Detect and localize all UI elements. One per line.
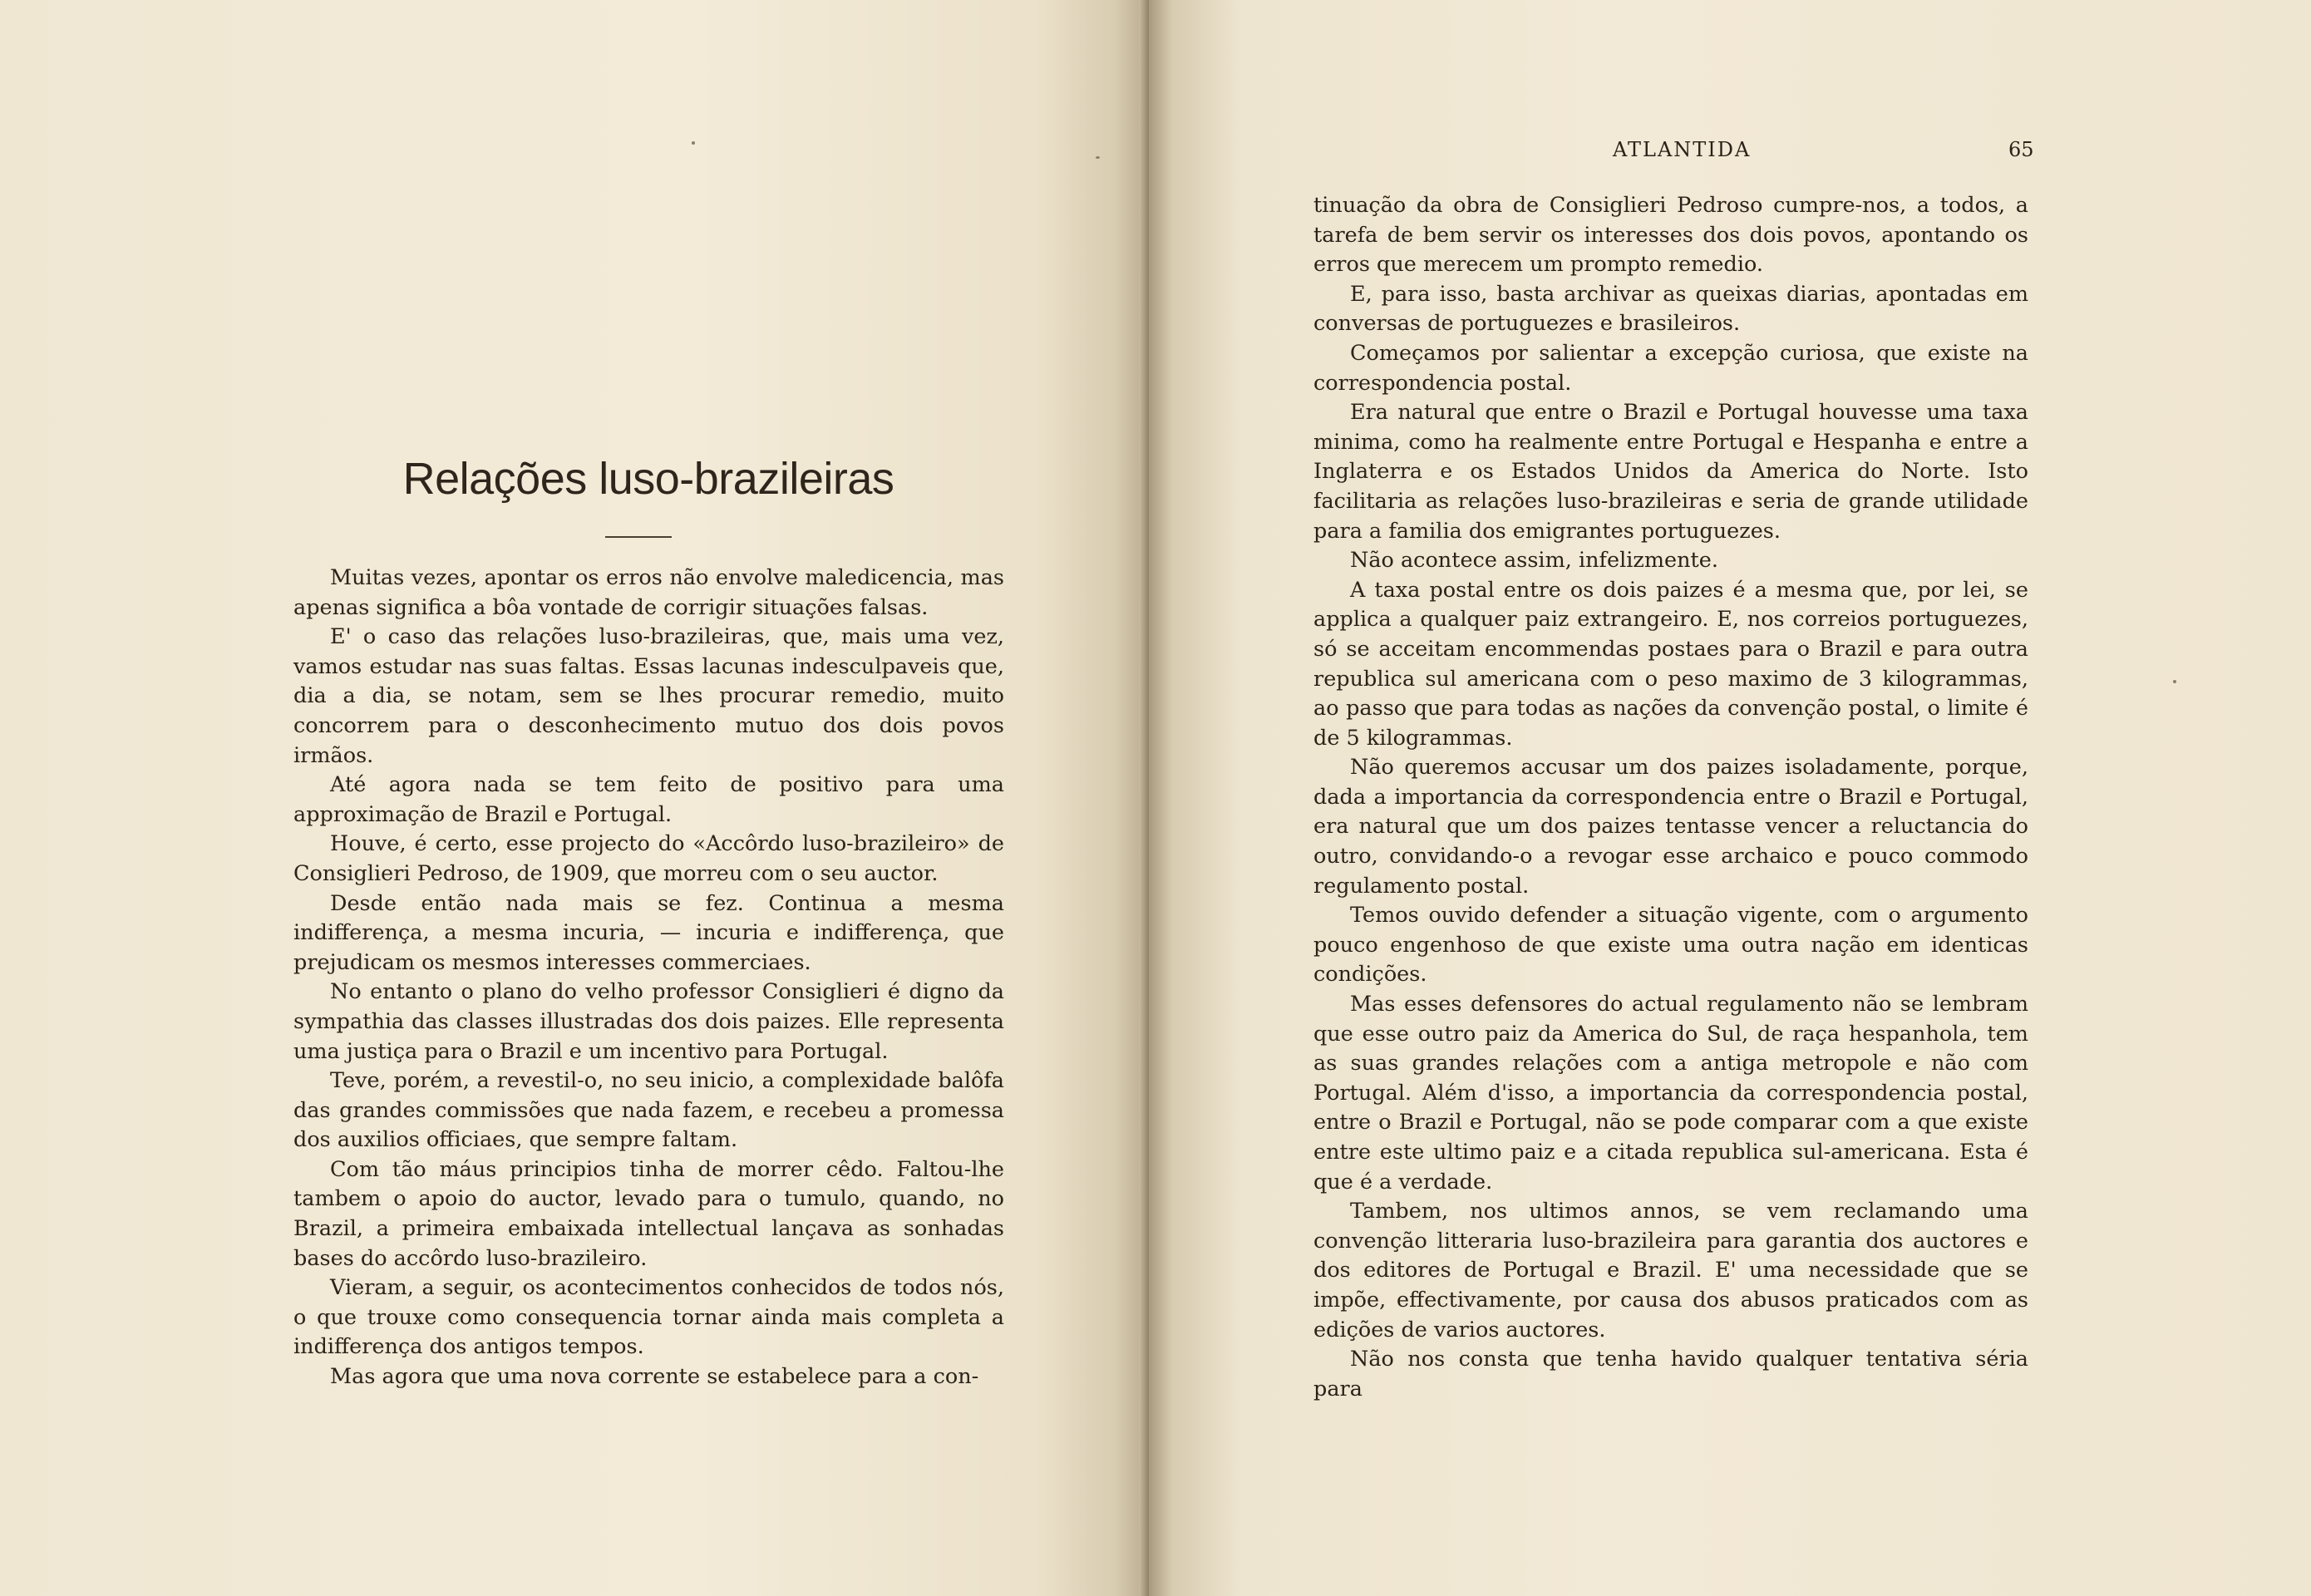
running-head: ATLANTIDA <box>1613 138 1752 161</box>
paragraph: Não nos consta que tenha havido qualquer tentativa séria para <box>1313 1347 2028 1401</box>
chapter-title: Relações luso-brazileiras <box>402 454 894 504</box>
paragraph: No entanto o plano do velho professor Consiglieri é digno da sympathia das classes illustradas dos dois paizes. Elle representa uma justiça para o Brazil e um incentivo para Portugal. <box>293 979 1004 1064</box>
paragraph: Até agora nada se tem feito de positivo para uma approximação de Brazil e Portugal. <box>293 772 1004 827</box>
paper-speck <box>2173 680 2176 683</box>
paragraph: Muitas vezes, apontar os erros não envolve maledicencia, mas apenas significa a bôa vontade de corrigir situações falsas. <box>293 565 1004 620</box>
continued-paragraph: tinuação da obra de Consiglieri Pedroso cumpre-nos, a todos, a tarefa de bem servir os interesses dos dois povos, apontando os erros que merecem um prompto remedio. <box>1313 193 2028 278</box>
paragraph: Com tão máus principios tinha de morrer cêdo. Faltou-lhe tambem o apoio do auctor, levado para o tumulo, quando, no Brazil, a primeira embaixada intellectual lançava as sonhadas bases do accôrdo luso-brazileiro. <box>293 1156 1004 1271</box>
page-number: 65 <box>2008 138 2034 161</box>
paragraph: A taxa postal entre os dois paizes é a mesma que, por lei, se applica a qualquer paiz extrangeiro. E, nos correios portuguezes, só se acceitam encommendas postaes para o Brazil e para outra republica sul americana com o peso maximo de 3 kilogrammas, ao passo que para todas as nações da convenção postal, o limite é de 5 kilogrammas. <box>1313 577 2028 751</box>
paragraph: Vieram, a seguir, os acontecimentos conhecidos de todos nós, o que trouxe como consequencia tornar ainda mais completa a indifferença dos antigos tempos. <box>293 1275 1004 1360</box>
paper-speck <box>692 141 695 145</box>
left-page <box>0 0 1149 1596</box>
paragraph: Não acontece assim, infelizmente. <box>1350 548 1718 574</box>
paragraph: Temos ouvido defender a situação vigente, com o argumento pouco engenhoso de que existe uma outra nação em identicas condições. <box>1313 903 2028 988</box>
left-text-column <box>293 564 1004 1392</box>
paragraph: Era natural que entre o Brazil e Portugal houvesse uma taxa minima, como ha realmente entre Portugal e Hespanha e entre a Inglaterra e os Estados Unidos da America do Norte. Isto facilitaria as relações luso-brazileiras e seria de grande utilidade para a familia dos emigrantes portuguezes. <box>1313 400 2028 544</box>
paper-speck <box>1096 156 1100 159</box>
paragraph: Mas esses defensores do actual regulamento não se lembram que esse outro paiz da America do Sul, de raça hespanhola, tem as suas grandes relações com a antiga metropole e não com Portugal. Além d'isso, a importancia da correspondencia postal, entre o Brazil e Portugal, não se pode comparar com a que existe entre este ultimo paiz e a citada republica sul-americana. Esta é que é a verdade. <box>1313 992 2028 1195</box>
title-divider <box>605 536 672 538</box>
paragraph: Teve, porém, a revestil-o, no seu inicio, a complexidade balôfa das grandes commissões que nada fazem, e recebeu a promessa dos auxilios officiaes, que sempre faltam. <box>293 1068 1004 1153</box>
paragraph: E, para isso, basta archivar as queixas diarias, apontadas em conversas de portuguezes e brasileiros. <box>1313 281 2028 337</box>
paragraph: Começamos por salientar a excepção curiosa, que existe na correspondencia postal. <box>1313 340 2028 396</box>
paragraph: Tambem, nos ultimos annos, se vem reclamando uma convenção litteraria luso-brazileira para garantia dos auctores e dos editores de Portugal e Brazil. E' uma necessidade que se impõe, effectivamente, por causa dos abusos praticados com as edições de varios auctores. <box>1313 1199 2028 1342</box>
right-text-column <box>1313 191 2028 1404</box>
paragraph: Não queremos accusar um dos paizes isoladamente, porque, dada a importancia da correspondencia entre o Brazil e Portugal, era natural que um dos paizes tentasse vencer a reluctancia do outro, convidando-o a revogar esse archaico e pouco commodo regulamento postal. <box>1313 755 2028 899</box>
paragraph: Mas agora que uma nova corrente se estabelece para a con- <box>330 1364 979 1390</box>
paragraph: E' o caso das relações luso-brazileiras, que, mais uma vez, vamos estudar nas suas faltas. Essas lacunas indesculpaveis que, dia a dia, se notam, sem se lhes procurar remedio, muito concorrem para o desconhecimento mutuo dos dois povos irmãos. <box>293 624 1004 768</box>
paragraph: Desde então nada mais se fez. Continua a mesma indifferença, a mesma incuria, — incuria e indifferença, que prejudicam os mesmos interesses commerciaes. <box>293 890 1004 975</box>
paragraph: Houve, é certo, esse projecto do «Accôrdo luso-brazileiro» de Consiglieri Pedroso, de 1909, que morreu com o seu auctor. <box>293 831 1004 886</box>
